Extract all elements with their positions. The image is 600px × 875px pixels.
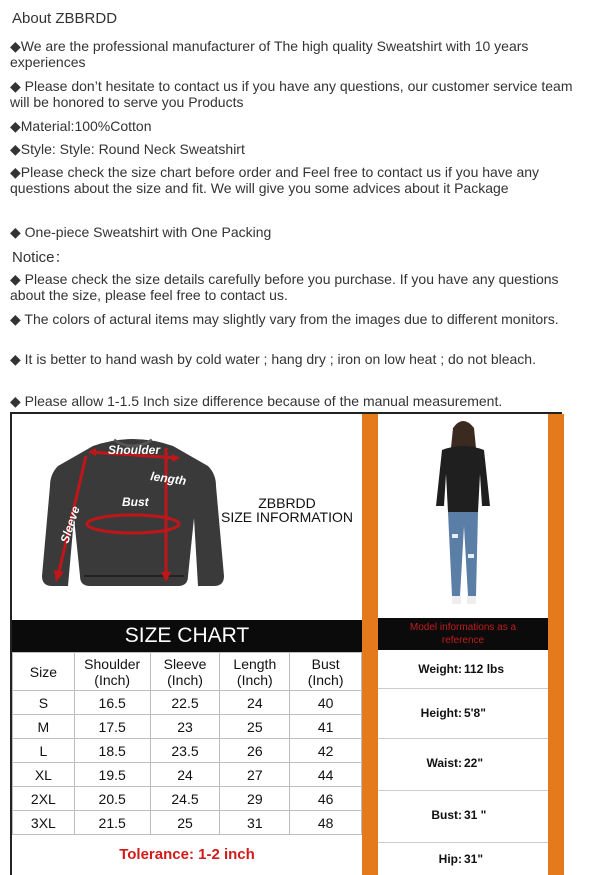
size-cell: 2XL [13,787,75,811]
length-label: length [149,469,188,488]
model-hip-label: Hip: [438,852,462,866]
shoulder-label: Shoulder [108,443,161,457]
model-info-title [378,618,548,650]
size-cell: XL [13,763,75,787]
shoulder-cell: 18.5 [74,739,150,763]
size-information-title [212,496,362,524]
desc-style: ◆Style: Style: Round Neck Sweatshirt [10,141,245,157]
desc-contact: ◆ Please don’t hesitate to contact us if you have any questions, our customer service team will be honored to serve you Products [10,78,573,110]
brand-name: ZBBRDD [258,495,316,511]
size-cell: 3XL [13,811,75,835]
notice-size-details: ◆ Please check the size details carefully before you purchase. If you have any questions about the size, please feel free to contact us. [10,271,559,303]
model-waist-value: 22" [464,756,484,770]
orange-divider-left [362,414,378,875]
about-heading: About ZBBRDD [12,10,118,27]
model-weight-label: Weight: [418,662,462,676]
length-cell: 24 [220,691,290,715]
sleeve-cell: 24 [150,763,220,787]
bust-cell: 48 [290,811,362,835]
size-section [12,414,362,875]
length-cell: 26 [220,739,290,763]
notice-washing: ◆ It is better to hand wash by cold water ; hang dry ; iron on low heat ; do not bleach. [10,351,536,367]
header-shoulder: Shoulder (Inch) [74,653,150,691]
shoulder-cell: 19.5 [74,763,150,787]
desc-manufacturer: ◆We are the professional manufacturer of The high quality Sweatshirt with 10 years experiences [10,38,529,70]
table-row [13,811,362,835]
bust-label: Bust [122,495,149,509]
notice-measurement: ◆ Please allow 1-1.5 Inch size difference because of the manual measurement. [10,393,503,409]
table-row [13,691,362,715]
table-row [13,787,362,811]
header-sleeve: Sleeve (Inch) [150,653,220,691]
sleeve-cell: 23 [150,715,220,739]
table-row [13,739,362,763]
length-cell: 31 [220,811,290,835]
sweatshirt-diagram [38,426,228,606]
table-row [13,763,362,787]
notice-colors: ◆ The colors of actural items may slightly vary from the images due to different monitors. [10,311,559,327]
desc-size-check: ◆Please check the size chart before order and Feel free to contact us if you have any questions about the size and fit. We will give you some advices about it Package [10,164,540,196]
length-cell: 25 [220,715,290,739]
size-cell: L [13,739,75,763]
desc-packing: ◆ One-piece Sweatshirt with One Packing [10,224,272,240]
header-bust: Bust (Inch) [290,653,362,691]
sleeve-cell: 22.5 [150,691,220,715]
model-bust-value: 31 " [464,808,487,822]
model-photo [418,414,508,612]
model-hip-value: 31" [464,852,484,866]
bust-cell: 41 [290,715,362,739]
bust-cell: 44 [290,763,362,787]
size-info-label: SIZE INFORMATION [221,509,353,525]
notice-heading: Notice： [12,249,70,266]
size-cell: S [13,691,75,715]
bust-cell: 42 [290,739,362,763]
model-title-line-1: Model informations as a [409,622,517,633]
sleeve-cell: 24.5 [150,787,220,811]
size-chart-header-row [13,653,362,691]
model-title-line-2: reference [441,635,485,646]
header-size: Size [13,653,75,691]
model-bust-label: Bust: [431,808,462,822]
sleeve-label: Sleeve [57,504,83,545]
sleeve-cell: 23.5 [150,739,220,763]
shoulder-cell: 17.5 [74,715,150,739]
tolerance-note: Tolerance: 1-2 inch [119,846,255,863]
model-weight-value: 112 lbs [464,662,505,676]
model-height-label: Height: [420,706,462,720]
length-cell: 27 [220,763,290,787]
table-row [13,715,362,739]
model-waist-label: Waist: [426,756,462,770]
divider [378,842,548,843]
desc-material: ◆Material:100%Cotton [10,118,152,134]
divider [378,790,548,791]
model-section [378,414,548,875]
model-height-value: 5'8" [464,706,486,720]
shoulder-cell: 16.5 [74,691,150,715]
size-cell: M [13,715,75,739]
shoulder-cell: 20.5 [74,787,150,811]
size-chart-table [12,652,362,835]
size-information-panel [10,412,562,875]
orange-divider-right [548,414,564,875]
bust-cell: 46 [290,787,362,811]
size-chart-title: SIZE CHART [12,620,362,652]
header-length: Length (Inch) [220,653,290,691]
divider [378,738,548,739]
length-cell: 29 [220,787,290,811]
sleeve-cell: 25 [150,811,220,835]
bust-cell: 40 [290,691,362,715]
shoulder-cell: 21.5 [74,811,150,835]
divider [378,688,548,689]
